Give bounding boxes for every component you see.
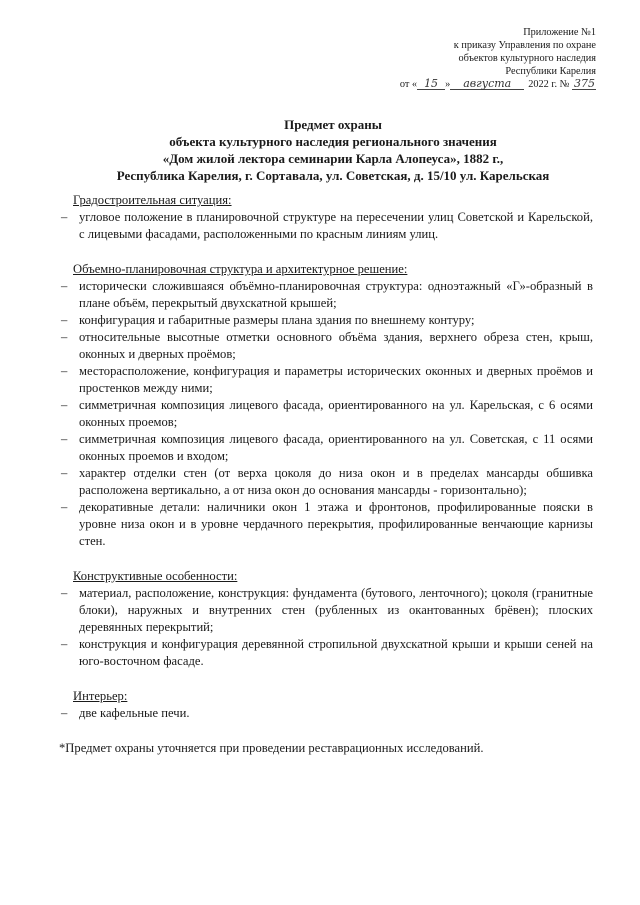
order-month: августа	[450, 78, 524, 90]
section-heading: Градостроительная ситуация:	[73, 193, 232, 207]
order-prefix: от «	[399, 79, 418, 90]
section-construction	[73, 568, 593, 670]
order-sep: »	[445, 79, 451, 90]
appendix-order-ref: к приказу Управления по охране	[453, 40, 596, 51]
list-item: – материал, расположение, конструкция: фундамента (бутового, ленточного); цоколя (гранитные блоки), наружных и внутренних стен (рубленных из окантованных брёвен); плоских деревянных перекрытий;	[61, 585, 593, 636]
list-item: – угловое положение в планировочной структуре на пересечении улиц Советской и Карельской, с лицевыми фасадами, расположенными по красным линиям улиц.	[61, 209, 593, 243]
document-body	[59, 192, 593, 770]
section-list	[73, 209, 593, 243]
section-interior	[73, 688, 593, 722]
section-heading: Конструктивные особенности:	[73, 569, 238, 583]
appendix-republic: Республики Карелия	[505, 66, 596, 77]
section-list	[73, 705, 593, 722]
list-item: – декоративные детали: наличники окон 1 этажа и фронтонов, профилированные пояски в уровне низа окон и в уровне чердачного перекрытия, профилированные венчающие карнизы стен.	[61, 499, 593, 550]
list-item: – две кафельные печи.	[61, 705, 593, 722]
list-item: – конфигурация и габаритные размеры плана здания по внешнему контуру;	[61, 312, 593, 329]
order-date-line	[400, 78, 596, 91]
title-line-2: объекта культурного наследия регионального значения	[169, 134, 497, 149]
order-year: 2022 г. №	[528, 79, 570, 90]
list-item: – исторически сложившаяся объёмно-планировочная структура: одноэтажный «Г»-образный в плане объём, перекрытый двухскатной крышей;	[61, 278, 593, 312]
list-item: – симметричная композиция лицевого фасада, ориентированного на ул. Советская, с 11 осями оконных проемов и входом;	[61, 431, 593, 465]
section-urban-situation	[73, 192, 593, 243]
list-item: – характер отделки стен (от верха цоколя до низа окон и в пределах мансарды обшивка расположена вертикально, а от низа окон до основания мансарды - горизонтально);	[61, 465, 593, 499]
title-line-1: Предмет охраны	[284, 117, 382, 132]
appendix-department: объектов культурного наследия	[458, 53, 596, 64]
order-day: 15	[417, 78, 445, 90]
section-heading: Интерьер:	[73, 689, 128, 703]
document-title	[60, 116, 606, 184]
list-item: – относительные высотные отметки основного объёма здания, верхнего обреза стен, крыш, оконных и дверных проёмов;	[61, 329, 593, 363]
footnote: *Предмет охраны уточняется при проведении реставрационных исследований.	[59, 741, 484, 755]
list-item: – конструкция и конфигурация деревянной стропильной двухскатной крыши и крыши сеней на юго-восточном фасаде.	[61, 636, 593, 670]
section-list	[73, 278, 593, 550]
appendix-block	[400, 26, 596, 91]
order-number: 375	[574, 77, 595, 90]
title-line-3: «Дом жилой лектора семинарии Карла Алопеуса», 1882 г.,	[162, 151, 504, 166]
section-list	[73, 585, 593, 670]
list-item: – симметричная композиция лицевого фасада, ориентированного на ул. Карельская, с 6 осями оконных проемов;	[61, 397, 593, 431]
appendix-label: Приложение №1	[523, 27, 596, 38]
list-item: – месторасположение, конфигурация и параметры исторических оконных и дверных проёмов и простенков между ними;	[61, 363, 593, 397]
title-line-4: Республика Карелия, г. Сортавала, ул. Советская, д. 15/10 ул. Карельская	[116, 168, 550, 183]
section-planning-structure	[73, 261, 593, 550]
section-heading: Объемно-планировочная структура и архитектурное решение:	[73, 262, 408, 276]
